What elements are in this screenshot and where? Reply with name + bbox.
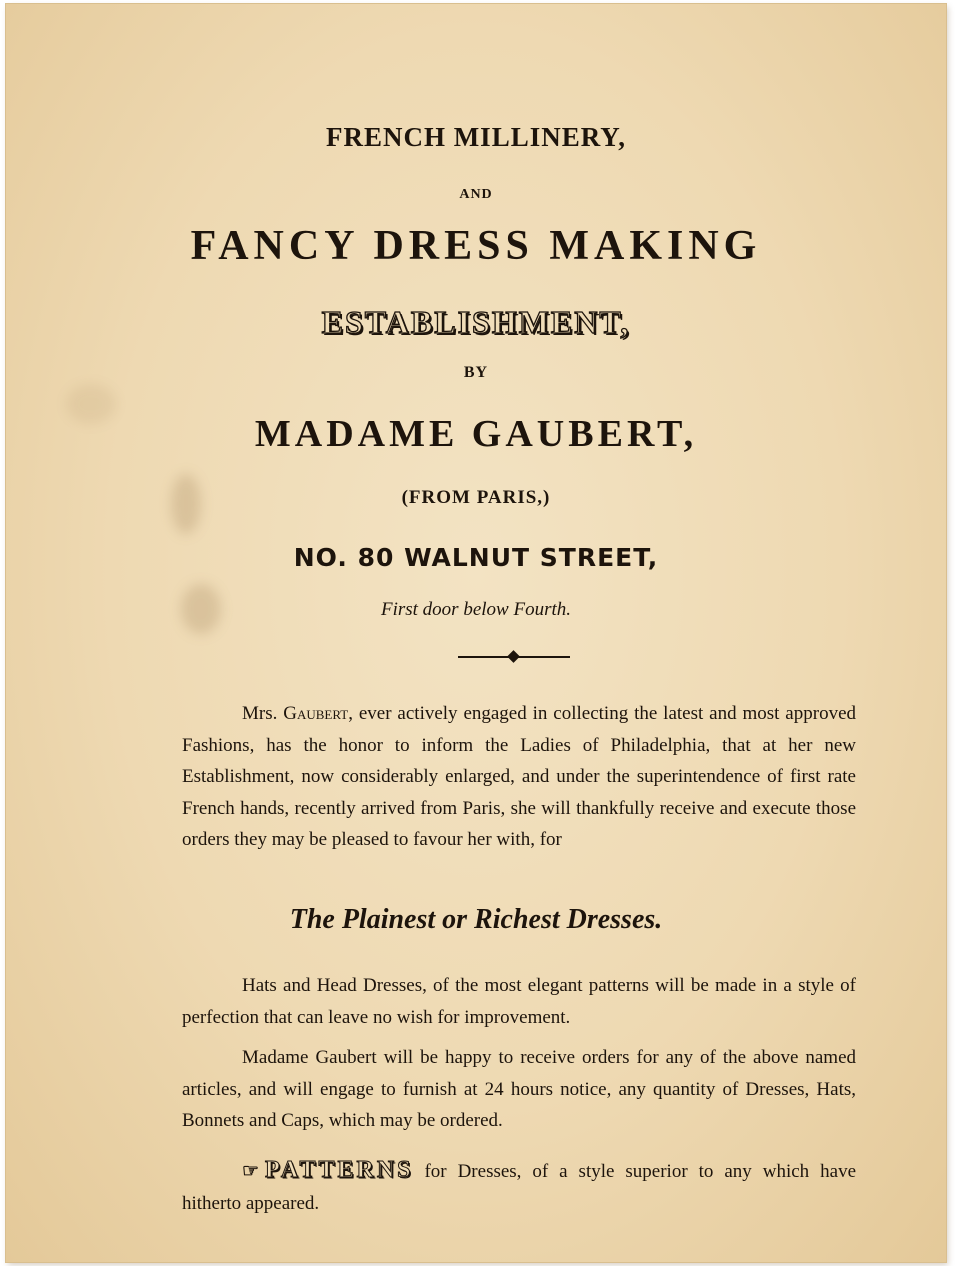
origin-line: (FROM PARIS,)	[401, 487, 551, 508]
paragraph-1-prefix: Mrs.	[242, 703, 278, 724]
address-line: NO. 80 WALNUT STREET,	[293, 543, 659, 572]
paragraph-4	[182, 1155, 856, 1219]
paragraph-3: Madame Gaubert will be happy to receive orders for any of the above named articles, and will engage to furnish at 24 hours notice, any quantity of Dresses, Hats, Bonnets and Caps, which may be ordered.	[182, 1047, 856, 1131]
paragraph-1-text: , ever actively engaged in collecting the latest and most approved Fashions, has the honor to inform the Ladies of Philadelphia, that at her new Establishment, now considerably enlarged, and under the superintendence of first rate French hands, recently arrived from Paris, she will thankfully receive and execute those orders they may be pleased to favour her with, for	[182, 703, 856, 850]
paragraph-1	[182, 698, 856, 856]
pointing-hand-icon: ☞	[242, 1161, 260, 1182]
rule-diamond-ornament	[507, 650, 520, 663]
title-line-2: AND	[459, 187, 493, 202]
title-line-4: ESTABLISHMENT,	[321, 304, 631, 340]
subheading: The Plainest or Richest Dresses.	[289, 904, 663, 935]
patterns-word: PATTERNS	[265, 1157, 414, 1183]
paragraph-2: Hats and Head Dresses, of the most elegant patterns will be made in a style of perfection that can leave no wish for improvement.	[182, 975, 856, 1028]
paragraph-4-text: for Dresses, of a style superior to any which have hitherto appeared.	[182, 1161, 856, 1214]
address-note: First door below Fourth.	[380, 599, 571, 620]
title-line-5: BY	[463, 364, 489, 381]
document-sheet	[6, 4, 946, 1262]
title-line-3: FANCY DRESS MAKING	[190, 223, 762, 269]
paragraph-1-name: Gaubert	[283, 703, 349, 724]
proprietor-name: MADAME GAUBERT,	[254, 413, 698, 455]
title-line-1: FRENCH MILLINERY,	[325, 122, 627, 152]
